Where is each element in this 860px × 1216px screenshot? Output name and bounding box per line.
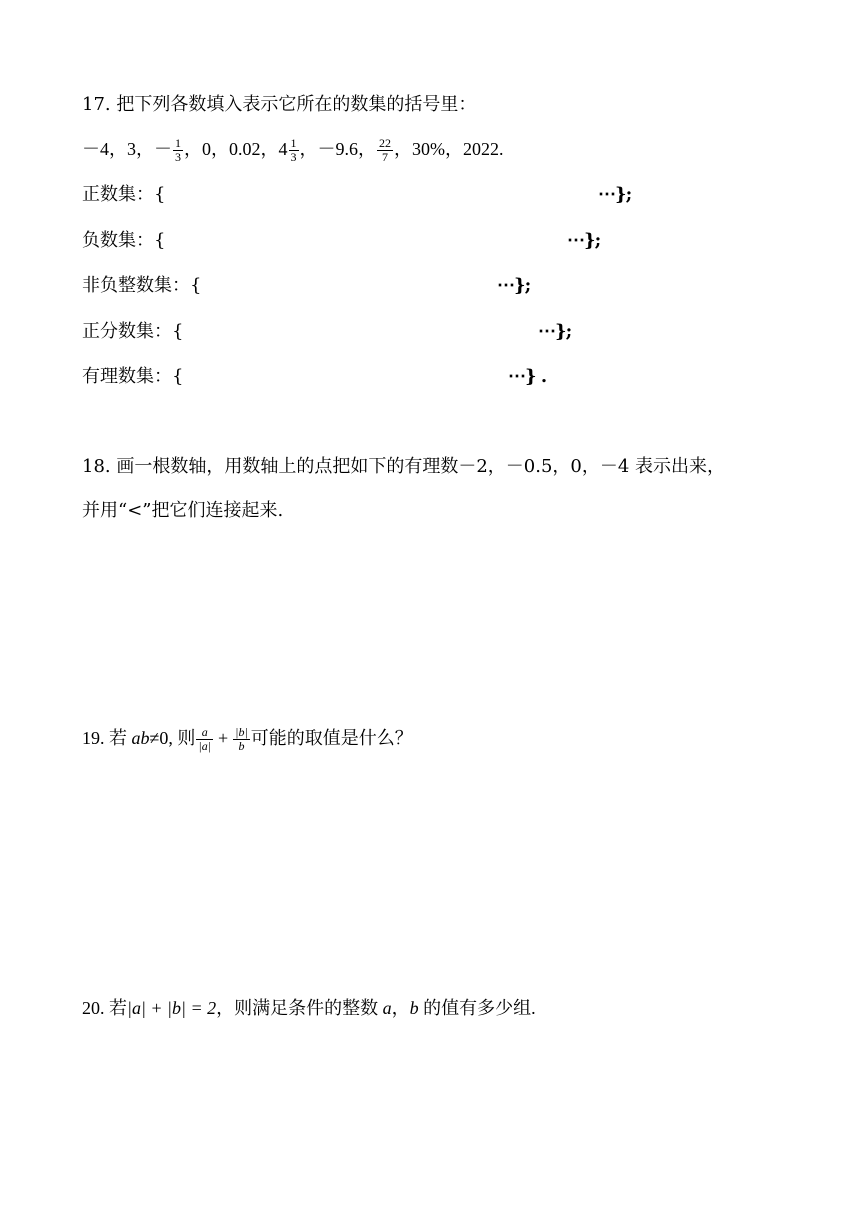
q19-prefix: 19. 若 [82,728,132,748]
fraction-one-third [289,137,299,164]
q20-comma: ， [391,998,410,1018]
fraction-denominator: b [238,739,245,754]
set-negative-end: ⋯}; [567,230,601,251]
q17-title: 17. 把下列各数填入表示它所在的数集的括号里： [82,94,477,115]
q17-num-part: －4，3， [82,139,154,159]
fraction-denominator: |a| [198,739,211,754]
q18-line2: 并用“<”把它们连接起来. [82,500,284,521]
q19-text [82,726,413,753]
fraction-abs-b-over-b [233,726,250,753]
set-positive-fraction-label: 正分数集：{ [82,321,184,342]
fraction-numerator: 1 [175,136,181,151]
q20-var-b: b [409,998,419,1018]
fraction-neg-one-third [173,137,183,164]
q19-suffix: 可能的取值是什么？ [250,728,413,748]
fraction-denominator: 7 [382,150,388,165]
fraction-numerator: a [196,726,213,740]
set-positive-label: 正数集：{ [82,184,166,205]
q20-prefix: 20. 若 [82,998,127,1018]
q19-neq: ≠0, 则 [149,728,196,748]
q20-expr: |a| + |b| = 2 [127,998,217,1018]
set-positive-fraction-end: ⋯}; [538,321,572,342]
fraction-22-7 [377,137,393,164]
q17-neg-sign: － [154,139,172,159]
set-rational-end: ⋯} . [508,366,547,387]
q17-number-list [82,137,504,164]
fraction-denominator: 3 [290,150,297,165]
fraction-numerator: |b| [235,725,248,740]
q17-num-part: ，30%，2022. [394,139,504,159]
set-nonneg-int-end: ⋯}; [497,275,531,296]
set-nonneg-int-label: 非负整数集：{ [82,275,202,296]
set-negative-label: 负数集：{ [82,230,166,251]
fraction-numerator: 22 [379,136,391,151]
q19-plus: + [218,728,229,748]
fraction-numerator: 1 [290,136,297,151]
q17-num-part: ，0，0.02，4 [184,139,288,159]
q20-var-a: a [382,998,392,1018]
q20-mid: ，则满足条件的整数 [216,998,383,1018]
q17-num-part: ，－9.6， [299,139,376,159]
fraction-a-over-abs-a [196,726,213,753]
set-positive-end: ⋯}; [598,184,632,205]
q18-line1: 18. 画一根数轴，用数轴上的点把如下的有理数－2，－0.5，0，－4 表示出来， [82,456,726,477]
set-rational-label: 有理数集：{ [82,366,184,387]
q20-text [82,996,536,1020]
q20-suffix: 的值有多少组. [418,998,536,1018]
fraction-denominator: 3 [175,150,181,165]
q19-ab: ab [131,728,150,748]
